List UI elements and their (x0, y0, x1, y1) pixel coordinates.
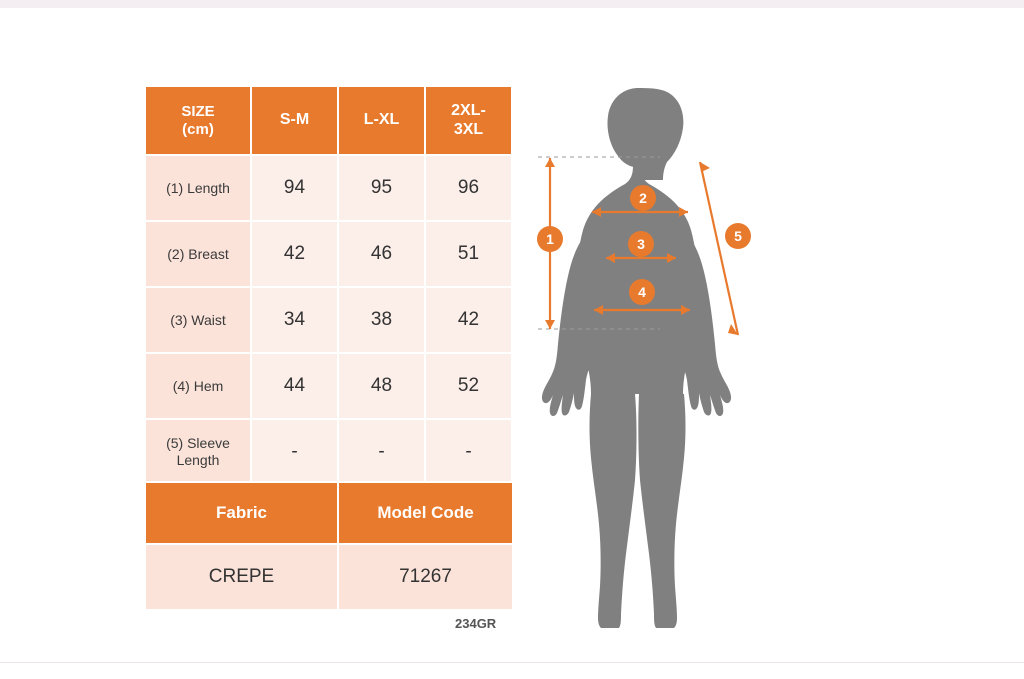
row-label-sleeve-length-line1: (5) Sleeve (166, 435, 230, 452)
fabric-model-body (145, 544, 513, 610)
size-chart-header (145, 86, 512, 155)
cell-model-code-value: 71267 (338, 544, 513, 610)
cell-sleeve-2xl-3xl: - (425, 419, 512, 485)
row-label-breast: (2) Breast (145, 221, 251, 287)
header-2xl-3xl (425, 86, 512, 155)
measurement-figure (520, 40, 990, 640)
header-size (145, 86, 251, 155)
marker-4-label: 4 (638, 284, 646, 300)
marker-2-label: 2 (639, 190, 647, 206)
cell-breast-s-m: 42 (251, 221, 338, 287)
table-header-row (145, 86, 512, 155)
header-fabric: Fabric (145, 482, 338, 544)
cell-waist-l-xl: 38 (338, 287, 425, 353)
product-code-note: 234GR (455, 616, 497, 631)
table-row (145, 155, 512, 221)
table-row (145, 419, 512, 485)
cell-hem-s-m: 44 (251, 353, 338, 419)
page-edge-bottom (0, 662, 1024, 679)
header-l-xl: L-XL (338, 86, 425, 155)
row-label-hem: (4) Hem (145, 353, 251, 419)
header-2xl-3xl-line2: 3XL (453, 120, 484, 138)
table-row (145, 221, 512, 287)
cell-length-s-m: 94 (251, 155, 338, 221)
cell-waist-s-m: 34 (251, 287, 338, 353)
cell-length-l-xl: 95 (338, 155, 425, 221)
row-label-sleeve-length (145, 419, 251, 485)
cell-length-2xl-3xl: 96 (425, 155, 512, 221)
cell-hem-l-xl: 48 (338, 353, 425, 419)
table-row (145, 353, 512, 419)
table-row (145, 287, 512, 353)
cell-fabric-value: CREPE (145, 544, 338, 610)
row-label-length: (1) Length (145, 155, 251, 221)
marker-3-label: 3 (637, 236, 645, 252)
header-2xl-3xl-line1: 2XL- (451, 102, 486, 120)
header-model-code: Model Code (338, 482, 513, 544)
cell-breast-2xl-3xl: 51 (425, 221, 512, 287)
row-label-sleeve-length-line2: Length (176, 452, 220, 468)
fabric-model-header (145, 482, 513, 544)
page-edge-top (0, 0, 1024, 8)
marker-5-label: 5 (734, 228, 742, 244)
size-chart-body (145, 155, 512, 485)
size-chart-table (144, 85, 513, 486)
fabric-model-table (144, 481, 514, 611)
header-size-line1: SIZE (181, 103, 215, 121)
cell-waist-2xl-3xl: 42 (425, 287, 512, 353)
header-s-m: S-M (251, 86, 338, 155)
cell-hem-2xl-3xl: 52 (425, 353, 512, 419)
row-label-waist: (3) Waist (145, 287, 251, 353)
cell-sleeve-l-xl: - (338, 419, 425, 485)
marker-1-label: 1 (546, 231, 554, 247)
table-row (145, 544, 513, 610)
table-header-row (145, 482, 513, 544)
header-size-line2: (cm) (182, 120, 214, 138)
cell-sleeve-s-m: - (251, 419, 338, 485)
cell-breast-l-xl: 46 (338, 221, 425, 287)
